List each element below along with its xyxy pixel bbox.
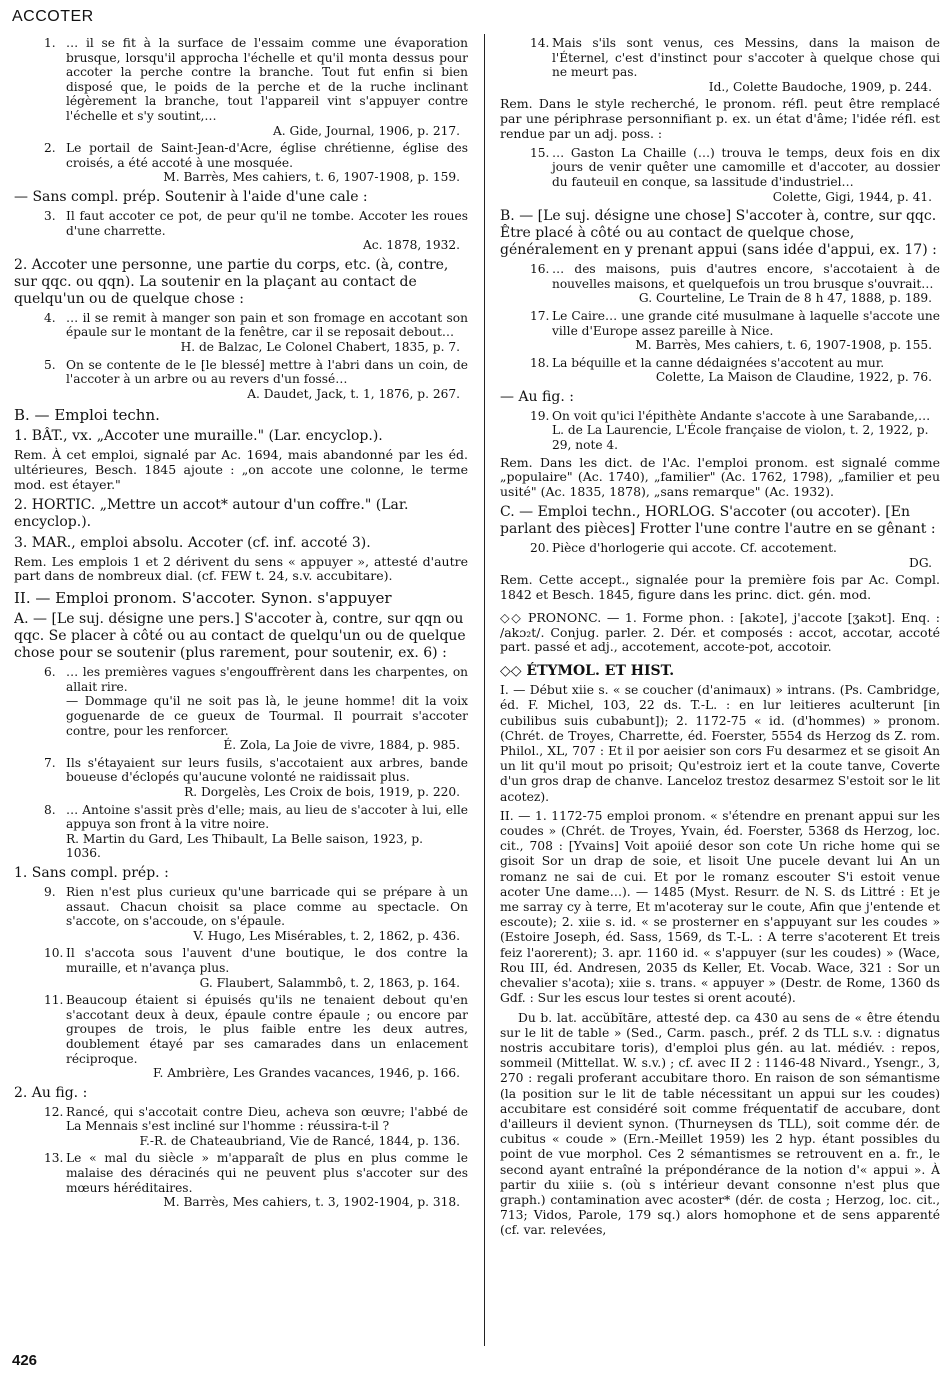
running-headword: ACCOTER	[12, 8, 94, 25]
example-source: A. Gide, Journal, 1906, p. 217.	[272, 123, 460, 138]
remark: Rem. Dans le style recherché, le pronom. réfl. peut être remplacé par une périphrase personnifiant p. ex. un état d'âme; l'idée réfl. est rendue par un adj. poss. :	[500, 96, 940, 141]
example-number: 9.	[44, 884, 56, 899]
example-number: 17.	[530, 308, 550, 323]
example-source: Id., Colette Baudoche, 1909, p. 244.	[708, 79, 932, 94]
example-text: … il se fit à la surface de l'essaim comme une évaporation brusque, lorsqu'il approcha l'échelle et qu'il monta dessus pour accoter la perche contre la branche. Tout fut enfin si bien disposé que, le poids de la perche et de la ruche inclinant légèrement la branche, tout l'appareil vint s'appuyer contre l'échelle et s'y soutint,…	[66, 36, 468, 123]
subsense-2-heading: 2. Au fig. :	[14, 1084, 88, 1101]
example-source: V. Hugo, Les Misérables, t. 2, 1862, p. 436.	[193, 928, 460, 943]
example-source: M. Barrès, Mes cahiers, t. 3, 1902-1904, p. 318.	[163, 1195, 460, 1210]
example-text: … il se remit à manger son pain et son fromage en accotant son épaule sur le montant de la fenêtre, car il se reposait debout…	[66, 310, 468, 340]
example-number: 7.	[44, 755, 56, 770]
example-number: 13.	[44, 1151, 64, 1166]
example-source: R. Martin du Gard, Les Thibault, La Belle saison, 1923, p. 1036.	[66, 831, 424, 861]
example-18	[500, 356, 940, 385]
example-source: É. Zola, La Joie de vivre, 1884, p. 985.	[223, 738, 460, 753]
example-text: Le portail de Saint-Jean-d'Acre, église chrétienne, église des croisés, a été accoté à une mosquée.	[66, 141, 468, 170]
example-20	[500, 541, 940, 570]
example-7	[14, 756, 468, 800]
example-source: M. Barrès, Mes cahiers, t. 6, 1907-1908, p. 159.	[163, 170, 460, 185]
example-text: Rien n'est plus curieux qu'une barricade qui se prépare à un assaut. Chacun choisit sa place comme au spectacle. On s'accote, on s'accoude, on s'épaule.	[66, 884, 468, 929]
example-text: … Antoine s'assit près d'elle; mais, au lieu de s'accoter à lui, elle appuya son front à la vitre noire.	[66, 802, 468, 832]
example-text: Il faut accoter ce pot, de peur qu'il ne tombe. Accoter les roues d'une charrette.	[66, 208, 468, 238]
example-number: 2.	[44, 141, 56, 156]
section-iic-heading: C. — Emploi techn., HORLOG. S'accoter (ou accoter). [En parlant des pièces] Frotter l'une contre l'autre en se gênant :	[500, 504, 936, 538]
column-divider	[484, 34, 485, 1346]
example-text: Ils s'étayaient sur leurs fusils, s'accotaient aux arbres, bande boueuse d'éclopés qu'aucune volonté ne raidissait plus.	[66, 755, 468, 785]
example-number: 3.	[44, 208, 56, 223]
example-number: 18.	[530, 355, 550, 370]
example-text: On voit qu'ici l'épithète Andante s'accote à une Sarabande,…	[552, 408, 931, 423]
remark: Rem. À cet emploi, signalé par Ac. 1694, mais abandonné par les éd. ultérieures, Besch. 1845 ajoute : „on accote une colonne, le terme mod. est étayer."	[14, 447, 468, 492]
example-14	[500, 36, 940, 94]
remark: Rem. Cette accept., signalée pour la première fois par Ac. Compl. 1842 et Besch. 1845, figure dans les princ. dict. gén. mod.	[500, 572, 940, 603]
example-13	[14, 1151, 468, 1209]
example-number: 5.	[44, 357, 56, 372]
example-source: F. Ambrière, Les Grandes vacances, 1946, p. 166.	[152, 1066, 460, 1081]
example-2	[14, 141, 468, 185]
b2-heading: 2. HORTIC. „Mettre un accot* autour d'un coffre." (Lar. encyclop.).	[14, 496, 409, 530]
section-iib-heading: B. — [Le suj. désigne une chose] S'accoter à, contre, sur qqc. Être placé à côté ou au contact de quelque chose, généralement en y prenant appui (sans idée d'appui, ex. 17) :	[500, 208, 937, 259]
example-9	[14, 885, 468, 943]
example-text: Le Caire… une grande cité musulmane à laquelle s'accote une ville d'Europe assez pareille à Nice.	[552, 308, 940, 338]
etymology-part-2: II. — 1. 1172-75 emploi pronom. « s'étendre en prenant appui sur les coudes » (Chrét. de Troyes, Yvain, éd. Foerster, 5368 ds Herzog, loc. cit., 708 : [Yvains] Voit apoiié desor son cote Un riche home qui se gisoit Sor un drap de soie, et lisoit Une pucele devant lui An un romanz ne sai de cui. Et por le romanz escouter S'i estoit venue acoter Une dame…). — 1485 (Myst. Resurr. de N. S. ds Littré : Et je me sarray cy à terre, Et m'acoteray sur le coute, Afin que j'entende et escoute); 2. xiie s. id. « se prosterner en s'appuyant sur les coudes » (Estoire Joseph, éd. Sass, 1569, ds T.-L. : A terre s'acoterent Et treis feiz l'aorerent); 3. apr. 1160 id. « s'appuyer (sur les coudes) » (Wace, Rou III, éd. Andresen, 2035 ds Keller, Et. Vocab. Wace, 321 : Sor un chevalier s'acota); xiie s. trans. « appuyer » (Destr. de Rome, 1360 ds Gdf. : Sur les escus lour testes si orent acouté).	[500, 808, 940, 1006]
remark: Rem. Dans les dict. de l'Ac. l'emploi pronom. est signalé comme „populaire" (Ac. 1740), „familier" (Ac. 1762, 1798), „familier et peu usité" (Ac. 1835, 1878), „sans remarque" (Ac. 1932).	[500, 454, 940, 500]
example-number: 11.	[44, 993, 64, 1008]
example-source: G. Flaubert, Salammbô, t. 2, 1863, p. 164.	[199, 975, 460, 990]
example-12	[14, 1105, 468, 1149]
example-text: … les premières vagues s'engouffrèrent dans les charpentes, on allait rire.	[66, 665, 468, 694]
example-source: H. de Balzac, Le Colonel Chabert, 1835, p. 7.	[180, 339, 460, 354]
example-17	[500, 309, 940, 353]
example-number: 16.	[530, 262, 550, 277]
example-number: 1.	[44, 36, 56, 50]
example-text: … des maisons, puis d'autres encore, s'accotaient à de nouvelles maisons, et quelquefois un trou brusque s'ouvrait…	[552, 262, 940, 291]
example-number: 14.	[530, 36, 550, 50]
example-number: 12.	[44, 1104, 64, 1119]
example-number: 6.	[44, 665, 56, 680]
etymology-heading: ◇◇ ÉTYMOL. ET HIST.	[500, 663, 675, 680]
b3-heading: 3. MAR., emploi absolu. Accoter (cf. inf. accoté 3).	[14, 534, 371, 551]
example-8	[14, 803, 468, 861]
au-fig-heading: — Au fig. :	[500, 388, 574, 405]
remark: Rem. Les emplois 1 et 2 dérivent du sens « appuyer », attesté d'autre part dans de nombreux dial. (cf. FEW t. 24, s.v. accubitare).	[14, 553, 468, 584]
example-text-continued: — Dommage qu'il ne soit pas là, le jeune homme! dit la voix goguenarde de ce gueux de Tourmal. Il pourrait s'accoter contre, pour les renforcer.	[66, 694, 468, 738]
example-source: G. Courteline, Le Train de 8 h 47, 1888, p. 189.	[638, 291, 932, 306]
example-1	[14, 36, 468, 138]
example-3	[14, 209, 468, 253]
example-number: 4.	[44, 310, 56, 325]
example-source: A. Daudet, Jack, t. 1, 1876, p. 267.	[247, 386, 460, 401]
etymology-part-3: Du b. lat. accŭbĭtāre, attesté dep. ca 430 au sens de « être étendu sur le lit de table » (Sed., Carm. pasch., préf. 2 ds TLL s.v. : dignatus nostris accubitare toris), d'emploi plus gén. au lat. médiév. : repos, sommeil (Mittellat. W. s.v.) ; cf. avec II 2 : 1146-48 Nivard., Ysengr., 3, 270 : regali proferant accubitare thoro. En raison de son sémantisme (la position sur le lit de table nécessitant un appui sur les coudes) accubitare est considéré soit comme fréquentatif de accubare, dont d'ailleurs il devient synon. (Thurneysen ds TLL), soit comme dér. de cubitus « coude » (Ern.-Meillet 1959) les 2 hyp. étant possibles du point de vue morphol. Ces 2 sémantismes se retrouvent en a. fr., le second ayant entraîné la prépondérance de la notion d'« appui ». À partir du xiiie s. (où s intérieur devant consonne n'est plus que graph.) contamination avec acoster* (dér. de costa ; Herzog, loc. cit., 713; Vidos, Parole, 179 sq.) alors homophone et de sens apparenté (cf. var. relevées,	[500, 1010, 940, 1238]
sense-heading-2: 2. Accoter une personne, une partie du corps, etc. (à, contre, sur qqc. ou qqn). La soutenir en la plaçant au contact de quelqu'un ou de quelque chose :	[14, 256, 449, 307]
etymology-part-1: I. — Début xiie s. « se coucher (d'animaux) » intrans. (Ps. Cambridge, éd. F. Michel, 103, 22 ds. T.-L. : en lur leitieres aculterunt [in cubilibus suis cubabunt]); 2. 1172-75 « id. (d'hommes) » pronom. (Chrét. de Troyes, Charrette, éd. Foerster, 5554 ds Herzog ds Z. rom. Philol., XL, 707 : Et il por aeisier son cors Fu desarmez et se gisoit An un lit qu'il mout po prisoit; Qu'estroiz iert et la coute tanve, Coverte d'un gros drap de chanve. Lanceloz trestoz desarmez S'estoit sor le lit acotez).	[500, 683, 940, 804]
example-5	[14, 358, 468, 402]
example-number: 19.	[530, 408, 550, 423]
example-text: Pièce d'horlogerie qui accote. Cf. accotement.	[552, 541, 837, 556]
example-number: 15.	[530, 145, 550, 160]
subsense-1-heading: 1. Sans compl. prép. :	[14, 864, 169, 881]
b1-heading: 1. BÂT., vx. „Accoter une muraille." (Lar. encyclop.).	[14, 428, 383, 445]
pronunciation-section: ◇◇ PRONONC. — 1. Forme phon. : [akɔte], j'accote [ʒakɔt]. Enq. : /akɔ₂t/. Conjug. parler. 2. Dér. et composés : accot, accotar, accoté part. passé et adj., accotement, accote-pot, accotoir.	[500, 609, 940, 655]
example-number: 20.	[530, 541, 550, 556]
example-text: Mais s'ils sont venus, ces Messins, dans la maison de l'Éternel, c'est d'instinct pour s'accoter à quelque chose qui ne meurt pas.	[552, 36, 940, 80]
example-text: Rancé, qui s'accotait contre Dieu, acheva son œuvre; l'abbé de La Mennais s'est incliné sur l'homme : réussira-t-il ?	[66, 1104, 468, 1134]
example-10	[14, 946, 468, 990]
example-source: Colette, Gigi, 1944, p. 41.	[772, 189, 932, 204]
example-text: … Gaston La Chaille (…) trouva le temps, deux fois en dix jours de venir quêter une camomille et d'accoter, au dossier du fauteuil en conque, sa lassitude d'industriel…	[552, 145, 940, 189]
example-source: F.-R. de Chateaubriand, Vie de Rancé, 1844, p. 136.	[139, 1133, 460, 1148]
example-6	[14, 665, 468, 753]
example-source: Ac. 1878, 1932.	[362, 238, 460, 253]
example-text: Il s'accota sous l'auvent d'une boutique, le dos contre la muraille, et n'avança plus.	[66, 946, 468, 975]
section-iia-heading: A. — [Le suj. désigne une pers.] S'accoter à, contre, sur qqn ou qqc. Se placer à côté ou au contact de quelqu'un ou de quelque chose pour se soutenir (plus rarement, pour soutenir, ex. 6) :	[14, 611, 466, 662]
example-11	[14, 993, 468, 1081]
example-source: DG.	[909, 555, 932, 570]
section-ii-heading: II. — Emploi pronom. S'accoter. Synon. s'appuyer	[14, 589, 392, 608]
right-column	[500, 36, 940, 1344]
left-column	[14, 36, 468, 1344]
example-source: L. de La Laurencie, L'École française de violon, t. 2, 1922, p. 29, note 4.	[552, 423, 929, 453]
example-number: 8.	[44, 802, 56, 817]
example-number: 10.	[44, 946, 64, 961]
example-text: La béquille et la canne dédaignées s'accotent au mur.	[552, 355, 885, 370]
example-source: Colette, La Maison de Claudine, 1922, p. 76.	[655, 370, 932, 385]
example-text: Le « mal du siècle » m'apparaît de plus en plus comme le malaise des déracinés qui ne peuvent plus s'accoter sur des mœurs héréditaires.	[66, 1151, 468, 1195]
example-4	[14, 311, 468, 355]
example-15	[500, 146, 940, 204]
page-number: 426	[12, 1352, 38, 1369]
example-text: On se contente de le [le blessé] mettre à l'abri dans un coin, de l'accoter à un arbre ou au revers d'un fossé…	[66, 357, 468, 387]
example-source: M. Barrès, Mes cahiers, t. 6, 1907-1908, p. 155.	[635, 338, 932, 353]
example-16	[500, 262, 940, 306]
example-text: Beaucoup étaient si épuisés qu'ils ne tenaient debout qu'en s'accotant deux à deux, épaule contre épaule ; ou encore par groupes de trois, le plus faible entre les deux autres, doublement étayé par ses camarades dans un enlacement réciproque.	[66, 993, 468, 1066]
example-19	[500, 409, 940, 453]
subsense-heading: — Sans compl. prép. Soutenir à l'aide d'une cale :	[14, 188, 368, 205]
example-source: R. Dorgelès, Les Croix de bois, 1919, p. 220.	[184, 785, 460, 800]
section-b-heading: B. — Emploi techn.	[14, 406, 160, 425]
